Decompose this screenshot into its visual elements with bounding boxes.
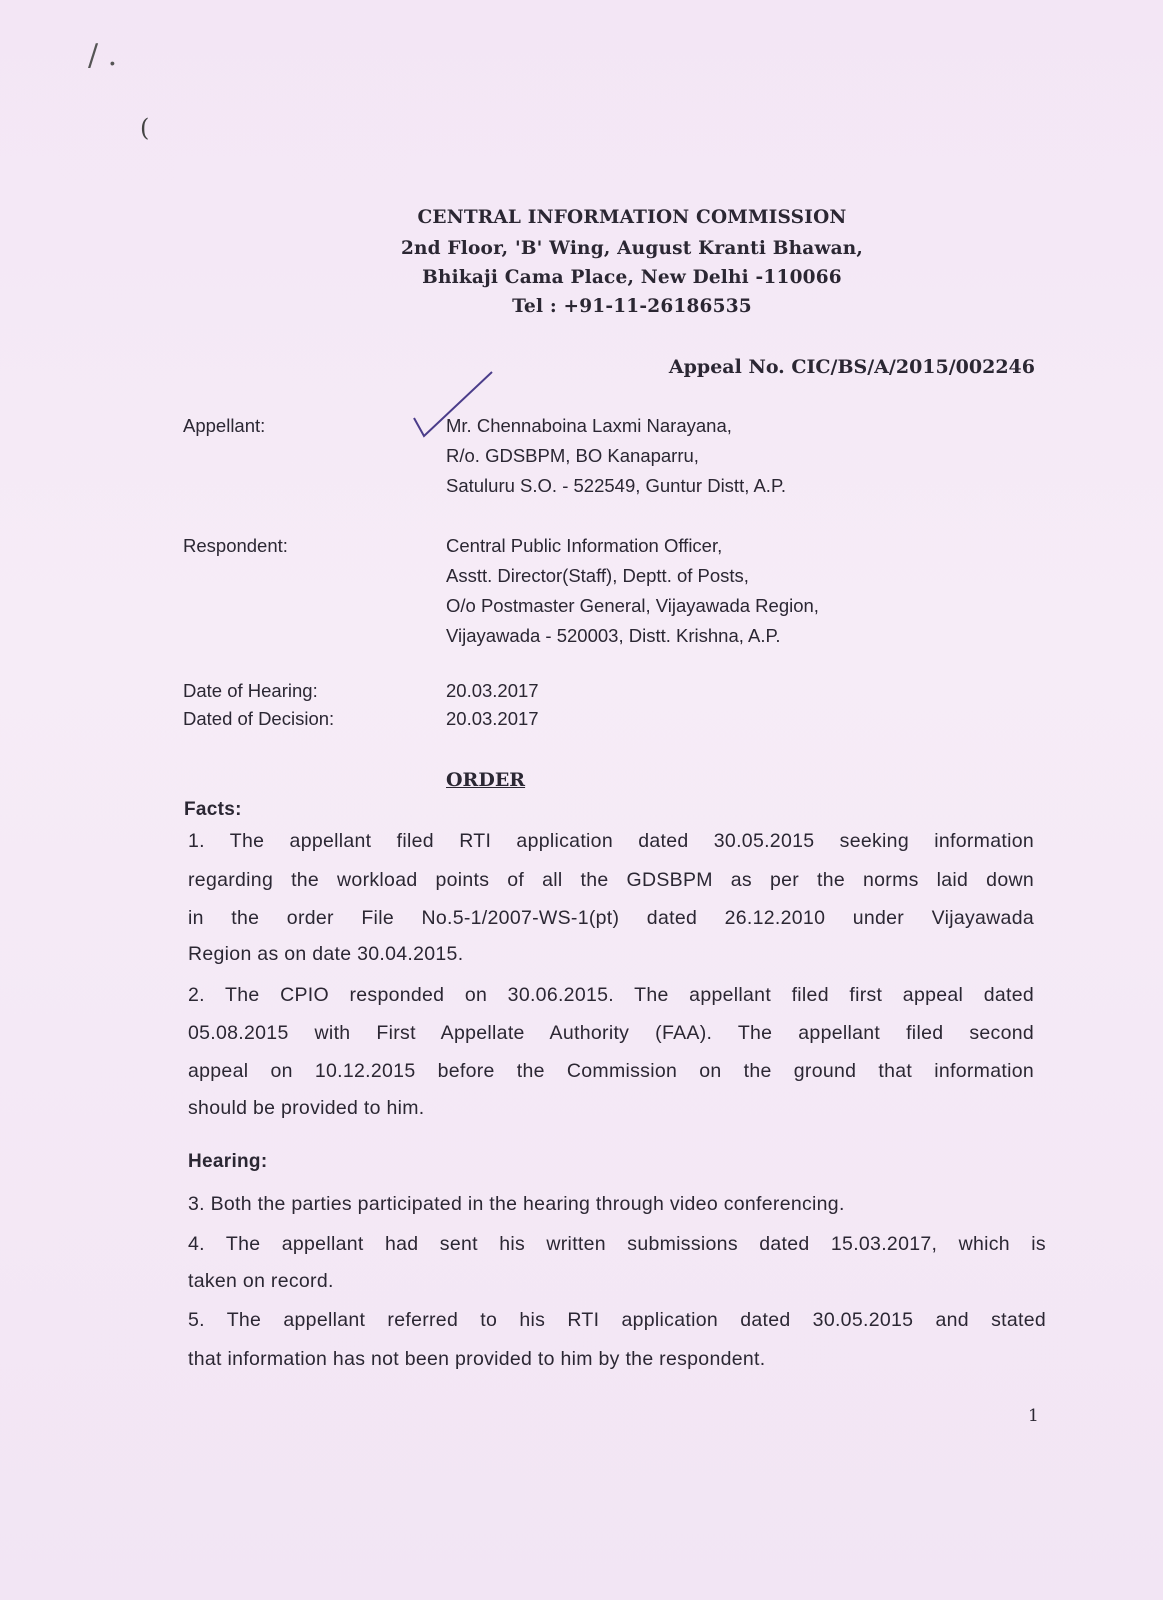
para-line: 3. Both the parties participated in the hearing through video conferencing. [188,1193,845,1215]
order-title: ORDER [446,769,526,791]
appeal-number: Appeal No. CIC/BS/A/2015/002246 [668,356,1035,378]
org-name: CENTRAL INFORMATION COMMISSION [417,207,847,228]
respondent-line: Asstt. Director(Staff), Deptt. of Posts, [446,565,749,586]
para-line: 5. The appellant referred to his RTI application dated 30.05.2015 and stated [188,1309,1046,1331]
hearing-date-label: Date of Hearing: [183,680,318,701]
hearing-heading: Hearing: [188,1151,268,1172]
respondent-line: O/o Postmaster General, Vijayawada Region, [446,595,819,616]
corner-mark: / . [88,38,118,73]
address-line-1: 2nd Floor, 'B' Wing, August Kranti Bhawan, [400,238,864,259]
para-line: regarding the workload points of all the GDSBPM as per the norms laid down [188,869,1034,891]
hearing-date: 20.03.2017 [446,680,539,701]
para-line: in the order File No.5-1/2007-WS-1(pt) dated 26.12.2010 under Vijayawada [188,907,1034,929]
address-line-2: Bhikaji Cama Place, New Delhi -110066 [422,267,842,288]
decision-date: 20.03.2017 [446,708,539,729]
respondent-line: Vijayawada - 520003, Distt. Krishna, A.P. [446,625,781,646]
bracket-mark: ( [140,114,150,142]
para-line: 2. The CPIO responded on 30.06.2015. The appellant filed first appeal dated [188,984,1034,1006]
appellant-line: R/o. GDSBPM, BO Kanaparru, [446,445,699,466]
para-line: Region as on date 30.04.2015. [188,943,464,965]
para-line: taken on record. [188,1270,334,1292]
facts-heading: Facts: [184,799,242,820]
para-line: should be provided to him. [188,1097,425,1119]
para-line: 1. The appellant filed RTI application dated 30.05.2015 seeking information [188,830,1034,852]
respondent-line: Central Public Information Officer, [446,535,723,556]
page-number: 1 [1028,1406,1039,1426]
appellant-line: Mr. Chennaboina Laxmi Narayana, [446,415,732,436]
respondent-label: Respondent: [183,535,288,556]
para-line: that information has not been provided to him by the respondent. [188,1348,766,1370]
appellant-line: Satuluru S.O. - 522549, Guntur Distt, A.P. [446,475,787,496]
telephone: Tel : +91-11-26186535 [512,296,752,317]
para-line: appeal on 10.12.2015 before the Commission on the ground that information [188,1060,1034,1082]
para-line: 05.08.2015 with First Appellate Authority (FAA). The appellant filed second [188,1022,1034,1044]
decision-date-label: Dated of Decision: [183,708,335,729]
appellant-label: Appellant: [183,415,266,436]
para-line: 4. The appellant had sent his written submissions dated 15.03.2017, which is [188,1233,1046,1255]
